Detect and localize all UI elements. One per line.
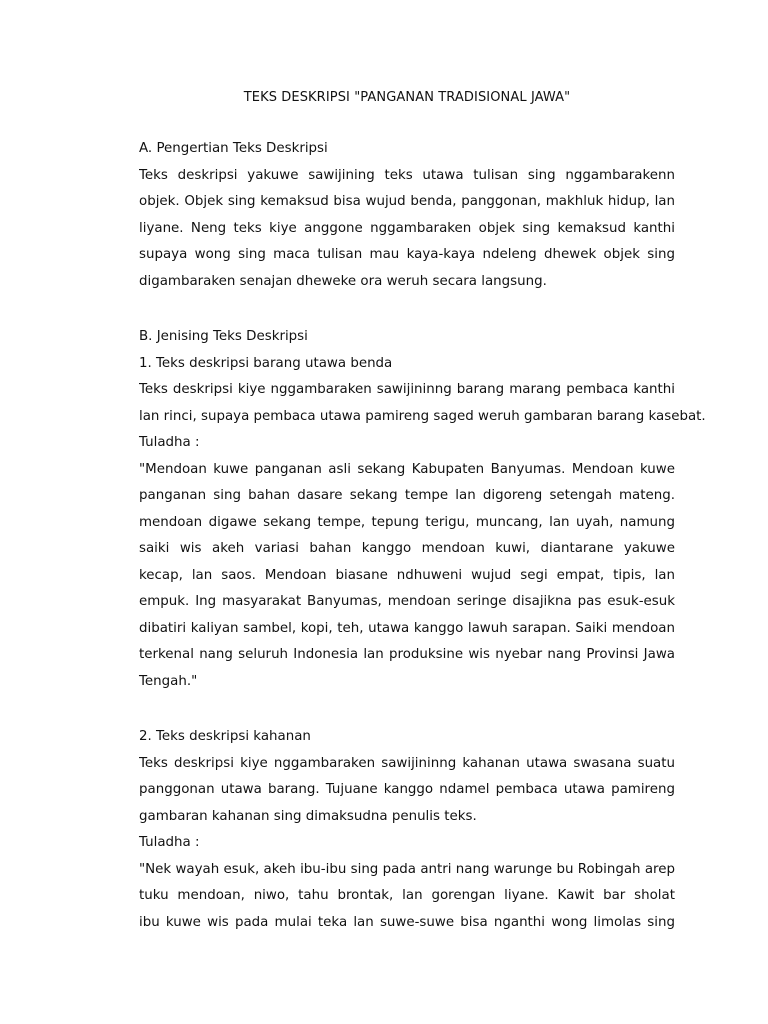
example-label: Tuladha :	[139, 835, 200, 850]
example-line: kecap, lan saos. Mendoan biasane ndhuweni wujud segi empat, tipis, lan	[139, 567, 675, 583]
paragraph-line: liyane. Neng teks kiye anggone nggambaraken objek sing kemaksud kanthi	[139, 220, 675, 236]
example-line: Tengah."	[139, 673, 198, 689]
example-line: "Mendoan kuwe panganan asli sekang Kabupaten Banyumas. Mendoan kuwe	[139, 461, 675, 477]
paragraph-line: Teks deskripsi kiye nggambaraken sawijininng barang marang pembaca kanthi	[139, 382, 675, 397]
document-title: TEKS DESKRIPSI "PANGANAN TRADISIONAL JAWA"	[243, 90, 571, 105]
subsection-heading: 1. Teks deskripsi barang utawa benda	[139, 355, 393, 371]
paragraph-line: lan rinci, supaya pembaca utawa pamireng saged weruh gambaran barang kasebat.	[139, 408, 706, 424]
section-a	[139, 136, 675, 295]
example-line: ibu kuwe wis pada mulai teka lan suwe-suwe bisa nganthi wong limolas sing	[139, 914, 675, 930]
paragraph-line: Teks deskripsi kiye nggambaraken sawijininng kahanan utawa swasana suatu	[139, 755, 675, 771]
paragraph-line: supaya wong sing maca tulisan mau kaya-kaya ndeleng dhewek objek sing	[139, 247, 675, 262]
paragraph-line: objek. Objek sing kemaksud bisa wujud benda, panggonan, makhluk hidup, lan	[139, 194, 675, 209]
example-line: saiki wis akeh variasi bahan kanggo mendoan kuwi, diantarane yakuwe	[139, 541, 675, 556]
section-b	[139, 324, 706, 695]
subsection-2	[139, 724, 675, 936]
section-heading: A. Pengertian Teks Deskripsi	[139, 141, 328, 156]
paragraph-line: digambaraken senajan dheweke ora weruh secara langsung.	[139, 273, 547, 289]
example-line: empuk. Ing masyarakat Banyumas, mendoan seringe disajikna pas esuk-esuk	[139, 594, 675, 609]
example-label: Tuladha :	[139, 435, 200, 450]
paragraph-line: Teks deskripsi yakuwe sawijining teks utawa tulisan sing nggambarakenn	[139, 167, 675, 183]
example-line: panganan sing bahan dasare sekang tempe lan digoreng setengah mateng.	[139, 488, 675, 503]
paragraph-line: panggonan utawa barang. Tujuane kanggo ndamel pembaca utawa pamireng	[139, 782, 675, 797]
example-line: dibatiri kaliyan sambel, kopi, teh, utawa kanggo lawuh sarapan. Saiki mendoan	[139, 620, 675, 636]
example-line: terkenal nang seluruh Indonesia lan produksine wis nyebar nang Provinsi Jawa	[139, 647, 675, 662]
example-line: tuku mendoan, niwo, tahu brontak, lan gorengan liyane. Kawit bar sholat	[139, 888, 675, 903]
example-line: "Nek wayah esuk, akeh ibu-ibu sing pada antri nang warunge bu Robingah arep	[139, 861, 675, 877]
example-line: mendoan digawe sekang tempe, tepung terigu, muncang, lan uyah, namung	[139, 514, 675, 530]
section-heading: B. Jenising Teks Deskripsi	[139, 329, 308, 344]
subsection-heading: 2. Teks deskripsi kahanan	[139, 729, 311, 744]
paragraph-line: gambaran kahanan sing dimaksudna penulis teks.	[139, 808, 477, 824]
